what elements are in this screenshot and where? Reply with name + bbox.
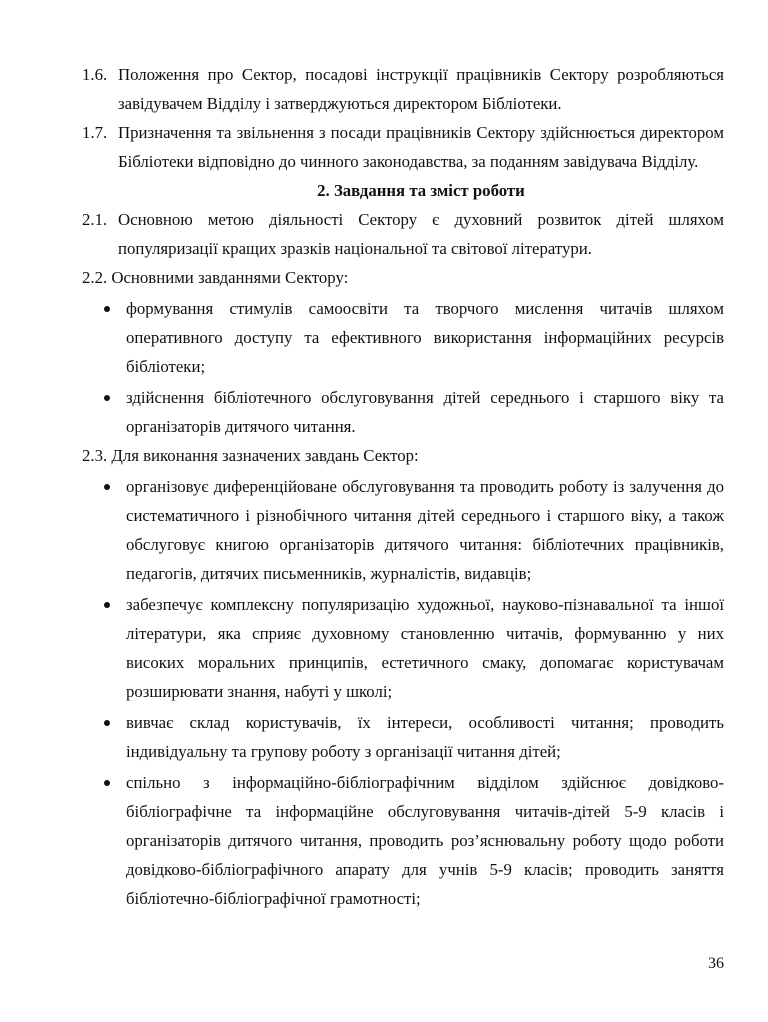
bullet-list-2-2 (82, 294, 724, 441)
list-item (82, 472, 724, 588)
list-item (82, 768, 724, 913)
bullet-icon (104, 306, 110, 312)
list-item (82, 294, 724, 381)
paragraph-text: Положення про Сектор, посадові інструкції працівників Сектору розробляються завідувачем Відділу і затверджуються директором Бібліотеки. (118, 65, 724, 113)
bullet-icon (104, 395, 110, 401)
list-item (82, 590, 724, 706)
bullet-list-2-3 (82, 472, 724, 913)
list-item (82, 708, 724, 766)
paragraph-text: Призначення та звільнення з посади працівників Сектору здійснюється директором Бібліотеки відповідно до чинного законодавства, за поданням завідувача Відділу. (118, 123, 724, 171)
bullet-icon (104, 720, 110, 726)
section-heading: 2. Завдання та зміст роботи (317, 181, 525, 200)
list-item-text: здійснення бібліотечного обслуговування дітей середнього і старшого віку та організаторів дитячого читання. (126, 388, 724, 436)
paragraph-text: Основною метою діяльності Сектору є духовний розвиток дітей шляхом популяризації кращих зразків національної та світової літератури. (118, 210, 724, 258)
paragraph-number: 2.1. (82, 210, 108, 229)
list-item (82, 383, 724, 441)
list-item-text: спільно з інформаційно-бібліографічним відділом здійснює довідково-бібліографічне та інформаційне обслуговування читачів-дітей 5-9 класів і організаторів дитячого читання, проводить роз’яснювальну роботу щодо роботи довідково-бібліографічного апарату для учнів 5-9 класів; проводить заняття бібліотечно-бібліографічної грамотності; (126, 773, 724, 908)
bullet-icon (104, 484, 110, 490)
paragraph-1-7 (82, 118, 724, 176)
paragraph-number: 1.6. (82, 65, 108, 84)
paragraph-2-3: 2.3. Для виконання зазначених завдань Сектор: (82, 446, 419, 465)
paragraph-2-1 (82, 205, 724, 263)
paragraph-2-2: 2.2. Основними завданнями Сектору: (82, 268, 349, 287)
list-item-text: організовує диференційоване обслуговування та проводить роботу із залучення до систематичного і різнобічного читання дітей середнього і старшого віку, а також обслуговує книгою організаторів дитячого читання: бібліотечних працівників, педагогів, дитячих письменників, журналістів, видавців; (126, 477, 724, 583)
page-number: 36 (708, 955, 724, 972)
bullet-icon (104, 780, 110, 786)
list-item-text: формування стимулів самоосвіти та творчого мислення читачів шляхом оперативного доступу та ефективного використання інформаційних ресурсів бібліотеки; (126, 299, 724, 376)
paragraph-1-6 (82, 60, 724, 118)
bullet-icon (104, 602, 110, 608)
list-item-text: забезпечує комплексну популяризацію художньої, науково-пізнавальної та іншої літератури, яка сприяє духовному становленню читачів, формуванню у них високих моральних принципів, естетичного смаку, допомагає користувачам розширювати знання, набуті у школі; (126, 595, 724, 701)
list-item-text: вивчає склад користувачів, їх інтереси, особливості читання; проводить індивідуальну та групову роботу з організації читання дітей; (126, 713, 724, 761)
paragraph-number: 1.7. (82, 123, 108, 142)
document-page (82, 60, 724, 913)
